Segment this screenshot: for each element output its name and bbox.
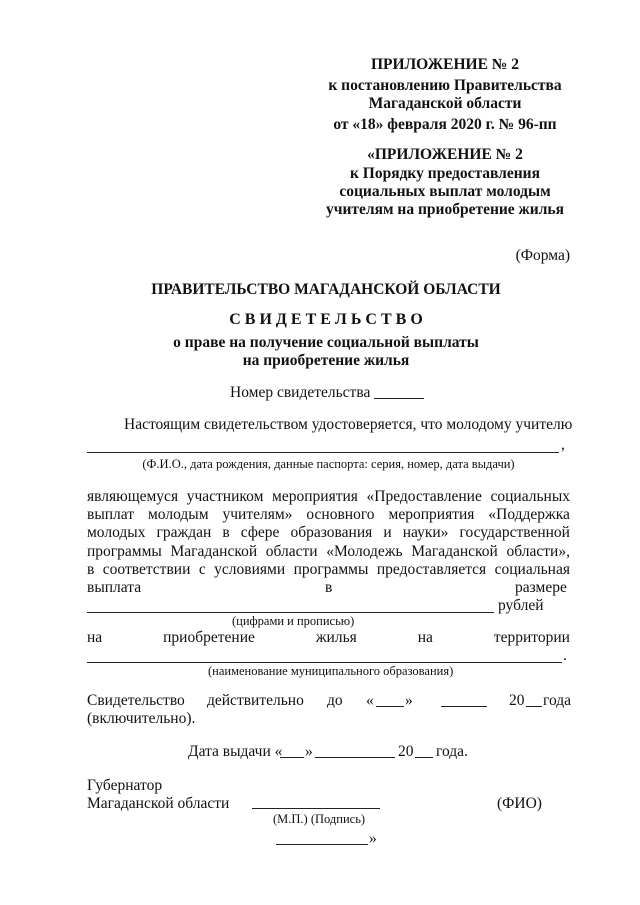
certificate-title: С В И Д Е Т Е Л Ь С Т В О <box>229 311 423 328</box>
issue-month-field[interactable] <box>315 757 395 758</box>
issue-year-prefix: 20 <box>398 743 414 760</box>
form-label: (Форма) <box>515 247 570 264</box>
fio-field[interactable] <box>87 452 559 453</box>
valid-month-field[interactable] <box>441 706 487 707</box>
word: молодым <box>148 506 209 523</box>
valid-year-field[interactable] <box>526 706 542 707</box>
word: Магаданской <box>411 543 498 560</box>
body-line-1 <box>87 488 570 506</box>
valid-word-3: до <box>327 692 343 709</box>
word: социальных <box>490 488 570 505</box>
rubles-word: рублей <box>498 597 544 614</box>
word: мероприятия <box>272 488 358 505</box>
issue-year-suffix: года. <box>436 743 468 760</box>
word: государственной <box>459 524 570 541</box>
certificate-number-field[interactable] <box>374 398 424 399</box>
signature-field[interactable] <box>252 808 380 809</box>
valid-word-2: действительно <box>207 692 304 709</box>
issue-date-label: Дата выдачи « <box>188 743 283 760</box>
governor-region: Магаданской области <box>87 795 230 812</box>
valid-quote-open: « <box>366 692 374 709</box>
word: области <box>265 543 318 560</box>
word: выплат <box>87 506 135 523</box>
procedure-line: социальных выплат молодым <box>339 183 551 200</box>
word: в <box>87 561 95 578</box>
procedure-line: учителям на приобретение жилья <box>325 201 565 218</box>
word: области», <box>506 543 570 560</box>
word: территории <box>493 629 570 646</box>
word: сфере <box>240 524 280 541</box>
procedure-line: к Порядку предоставления <box>349 165 541 182</box>
stamp-caption: (М.П.) (Подпись) <box>273 812 366 826</box>
certificate-subtitle: на приобретение жилья <box>242 352 410 369</box>
body-line-2 <box>87 506 570 524</box>
word: «Поддержка <box>488 506 570 523</box>
word: участником <box>186 488 264 505</box>
word: программы <box>293 561 369 578</box>
payment-word: выплата <box>87 579 142 596</box>
resolution-line: Магаданской области <box>368 95 522 112</box>
intro-text: Настоящим свидетельством удостоверяется, что молодому учителю <box>124 416 573 433</box>
size-word: размере <box>515 579 567 596</box>
word: «Молодежь <box>326 543 403 560</box>
word: соответствии <box>102 561 191 578</box>
word: являющемуся <box>87 488 179 505</box>
word: на <box>417 629 433 646</box>
word: программы <box>87 543 162 560</box>
resolution-date: от «18» февраля 2020 г. № 96-пп <box>333 116 557 133</box>
amount-field[interactable] <box>87 612 494 613</box>
word: Магаданской <box>170 543 258 560</box>
municipality-field[interactable] <box>87 662 562 663</box>
amount-caption: (цифрами и прописью) <box>232 614 355 628</box>
purchase-line <box>87 629 570 647</box>
word: на <box>87 629 103 646</box>
comma: , <box>561 436 565 453</box>
valid-quote-close: » <box>405 692 413 709</box>
word: образования <box>290 524 373 541</box>
valid-day-field[interactable] <box>376 706 404 707</box>
word: в <box>222 524 230 541</box>
fio-label: (ФИО) <box>497 795 542 812</box>
word: граждан <box>156 524 212 541</box>
closing-field[interactable] <box>276 844 368 845</box>
issue-year-field[interactable] <box>415 757 433 758</box>
word: науки» <box>402 524 449 541</box>
valid-year-prefix: 20 <box>509 692 525 709</box>
certificate-number-label: Номер свидетельства <box>230 384 371 401</box>
word: жилья <box>315 629 357 646</box>
word: приобретение <box>163 629 255 646</box>
word: учителям» <box>222 506 293 523</box>
resolution-line: к постановлению Правительства <box>328 77 562 94</box>
body-line-3 <box>87 524 570 542</box>
word: условиями <box>214 561 286 578</box>
governor-title: Губернатор <box>87 777 163 794</box>
body-line-4 <box>87 543 570 561</box>
appendix-heading: «ПРИЛОЖЕНИЕ № 2 <box>367 146 523 163</box>
closing-quote: » <box>369 830 377 847</box>
word: «Предоставление <box>366 488 482 505</box>
valid-word-1: Свидетельство <box>87 692 185 709</box>
body-line-5 <box>87 561 570 579</box>
period-mark: . <box>563 647 567 664</box>
word: социальная <box>494 561 570 578</box>
municipality-caption: (наименование муниципального образования) <box>208 664 454 678</box>
word: предоставляется <box>376 561 487 578</box>
government-title: ПРАВИТЕЛЬСТВО МАГАДАНСКОЙ ОБЛАСТИ <box>151 281 501 298</box>
word: с <box>198 561 206 578</box>
appendix-heading: ПРИЛОЖЕНИЕ № 2 <box>371 56 519 73</box>
inclusive-text: (включительно). <box>87 710 196 727</box>
fio-caption: (Ф.И.О., дата рождения, данные паспорта: серия, номер, дата выдачи) <box>142 457 515 471</box>
issue-day-field[interactable] <box>280 757 304 758</box>
word: основного <box>306 506 375 523</box>
in-word: в <box>325 579 333 596</box>
issue-quote-close: » <box>305 743 313 760</box>
certificate-subtitle: о праве на получение социальной выплаты <box>173 334 479 351</box>
word: и <box>383 524 392 541</box>
word: молодых <box>87 524 146 541</box>
valid-year-suffix: года <box>543 692 572 709</box>
word: мероприятия <box>388 506 475 523</box>
